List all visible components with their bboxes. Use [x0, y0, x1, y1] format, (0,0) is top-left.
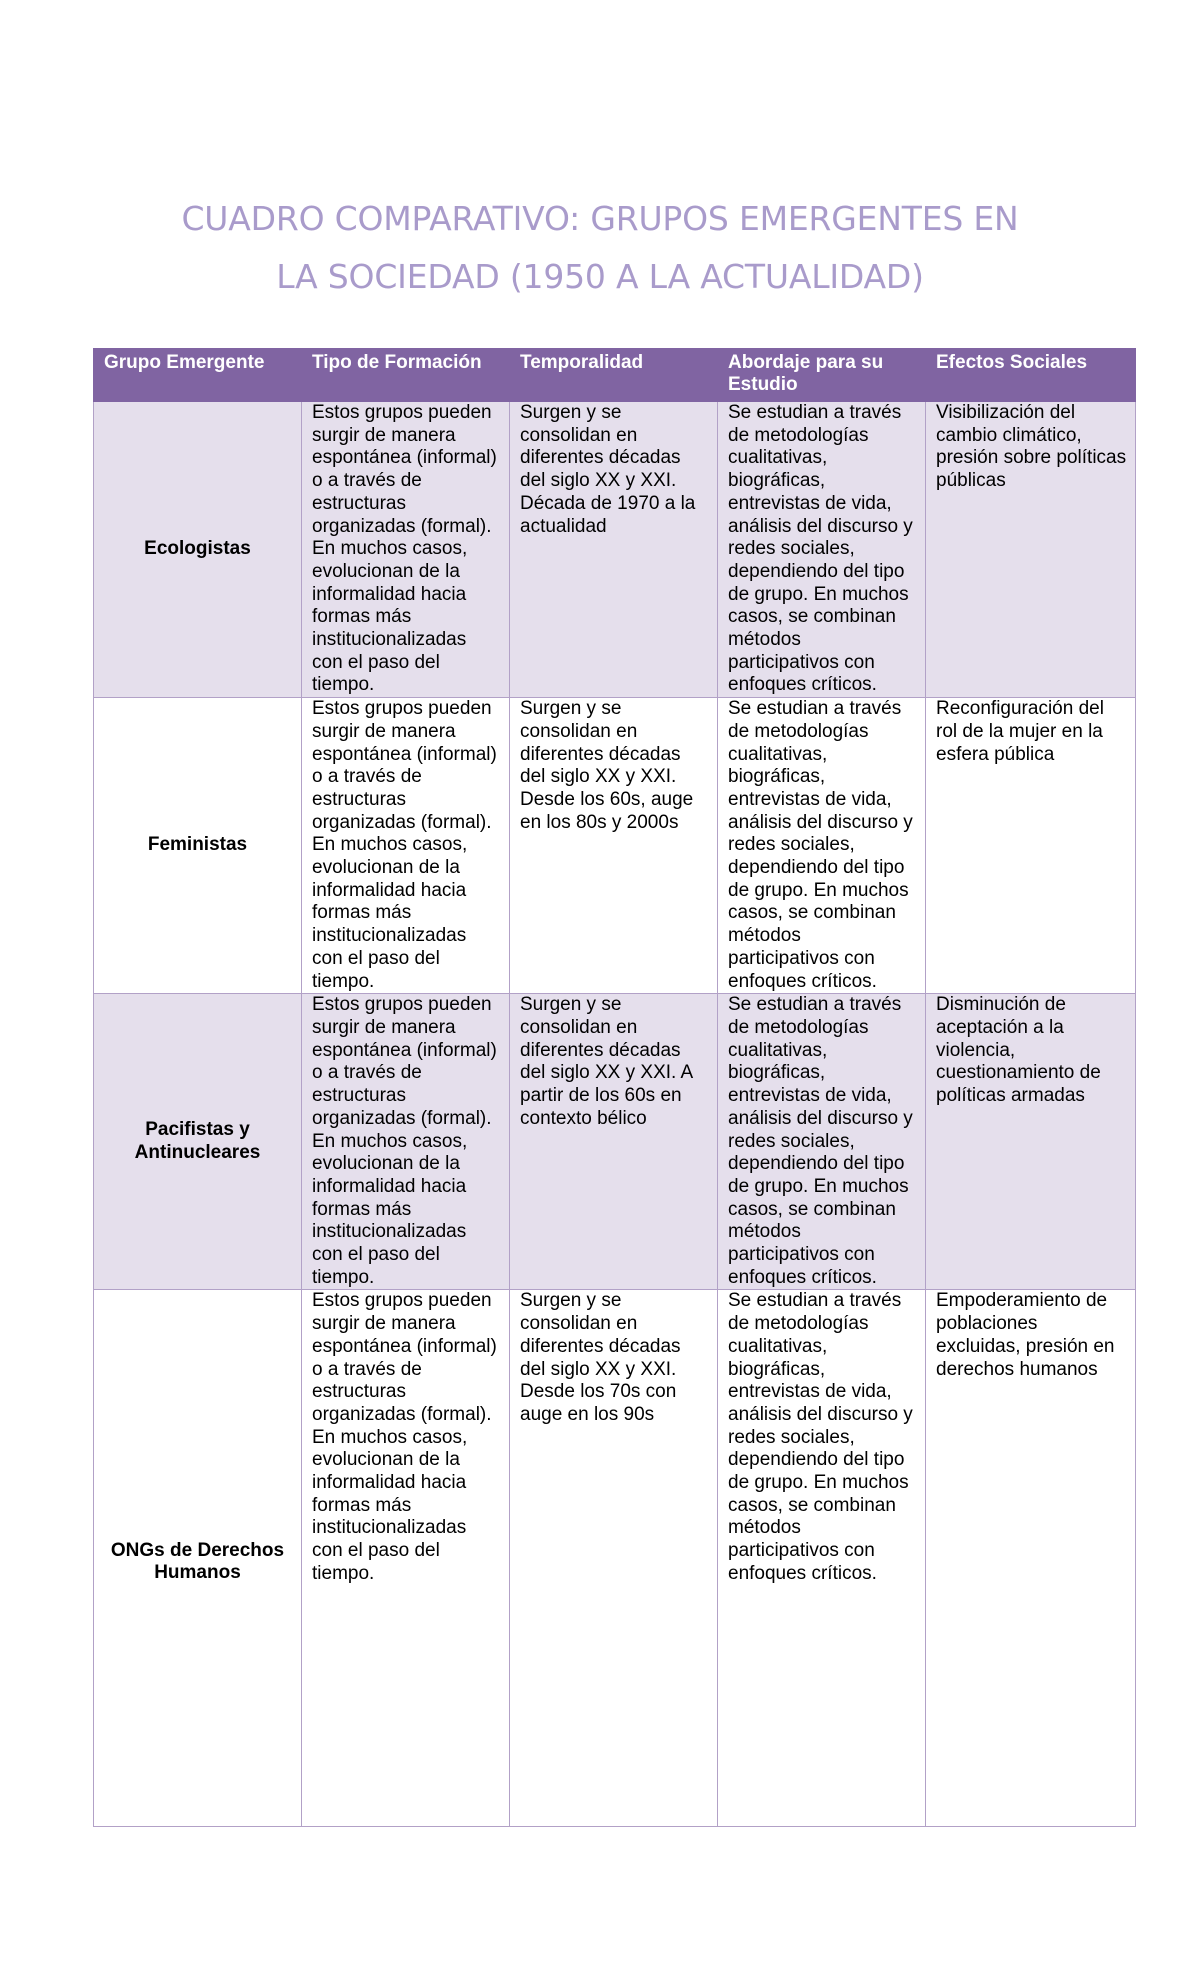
header-abordaje-estudio: Abordaje para su Estudio	[718, 349, 926, 402]
cell-tipo: Estos grupos pueden surgir de manera espontánea (informal) o a través de estructuras organizadas (formal). En muchos casos, evolucionan de la informalidad hacia formas más institucionalizadas con el paso del tiempo.	[302, 994, 510, 1290]
title-line-2: LA SOCIEDAD (1950 A LA ACTUALIDAD)	[276, 257, 924, 296]
cell-efectos: Empoderamiento de poblaciones excluidas, presión en derechos humanos	[926, 1290, 1136, 1827]
header-efectos-sociales: Efectos Sociales	[926, 349, 1136, 402]
header-temporalidad: Temporalidad	[510, 349, 718, 402]
cell-tipo: Estos grupos pueden surgir de manera espontánea (informal) o a través de estructuras organizadas (formal). En muchos casos, evolucionan de la informalidad hacia formas más institucionalizadas con el paso del tiempo.	[302, 402, 510, 698]
grupo-feministas: Feministas	[147, 834, 248, 856]
cell-abordaje: Se estudian a través de metodologías cualitativas, biográficas, entrevistas de vida, análisis del discurso y redes sociales, dependiendo del tipo de grupo. En muchos casos, se combinan métodos participativos con enfoques críticos.	[718, 402, 926, 698]
table-row	[94, 994, 1136, 1290]
header-grupo-emergente: Grupo Emergente	[94, 349, 302, 402]
title-line-1: CUADRO COMPARATIVO: GRUPOS EMERGENTES EN	[181, 199, 1019, 238]
cell-grupo	[94, 994, 302, 1290]
cell-tipo: Estos grupos pueden surgir de manera espontánea (informal) o a través de estructuras organizadas (formal). En muchos casos, evolucionan de la informalidad hacia formas más institucionalizadas con el paso del tiempo.	[302, 698, 510, 994]
grupo-ecologistas: Ecologistas	[144, 538, 251, 560]
cell-efectos: Reconfiguración del rol de la mujer en la esfera pública	[926, 698, 1136, 994]
header-tipo-formacion: Tipo de Formación	[302, 349, 510, 402]
grupo-ongs: ONGs de Derechos Humanos	[110, 1539, 285, 1584]
table-row	[94, 698, 1136, 994]
cell-abordaje: Se estudian a través de metodologías cualitativas, biográficas, entrevistas de vida, análisis del discurso y redes sociales, dependiendo del tipo de grupo. En muchos casos, se combinan métodos participativos con enfoques críticos.	[718, 698, 926, 994]
grupo-pacifistas: Pacifistas y Antinucleares	[134, 1119, 261, 1163]
cell-abordaje: Se estudian a través de metodologías cualitativas, biográficas, entrevistas de vida, análisis del discurso y redes sociales, dependiendo del tipo de grupo. En muchos casos, se combinan métodos participativos con enfoques críticos.	[718, 994, 926, 1290]
table-row	[94, 1290, 1136, 1827]
cell-efectos: Visibilización del cambio climático, presión sobre políticas públicas	[926, 402, 1136, 698]
cell-temporalidad: Surgen y se consolidan en diferentes décadas del siglo XX y XXI. Desde los 60s, auge en los 80s y 2000s	[510, 698, 718, 994]
cell-grupo	[94, 1290, 302, 1827]
comparison-table	[93, 348, 1136, 1827]
cell-tipo: Estos grupos pueden surgir de manera espontánea (informal) o a través de estructuras organizadas (formal). En muchos casos, evolucionan de la informalidad hacia formas más institucionalizadas con el paso del tiempo.	[302, 1290, 510, 1827]
cell-temporalidad: Surgen y se consolidan en diferentes décadas del siglo XX y XXI. A partir de los 60s en contexto bélico	[510, 994, 718, 1290]
cell-temporalidad: Surgen y se consolidan en diferentes décadas del siglo XX y XXI. Desde los 70s con auge en los 90s	[510, 1290, 718, 1827]
cell-temporalidad: Surgen y se consolidan en diferentes décadas del siglo XX y XXI. Década de 1970 a la actualidad	[510, 402, 718, 698]
cell-grupo	[94, 402, 302, 698]
table-row	[94, 402, 1136, 698]
cell-efectos: Disminución de aceptación a la violencia, cuestionamiento de políticas armadas	[926, 994, 1136, 1290]
document-title	[0, 190, 1200, 306]
table-header-row	[94, 349, 1136, 402]
cell-grupo	[94, 698, 302, 994]
cell-abordaje: Se estudian a través de metodologías cualitativas, biográficas, entrevistas de vida, análisis del discurso y redes sociales, dependiendo del tipo de grupo. En muchos casos, se combinan métodos participativos con enfoques críticos.	[718, 1290, 926, 1827]
